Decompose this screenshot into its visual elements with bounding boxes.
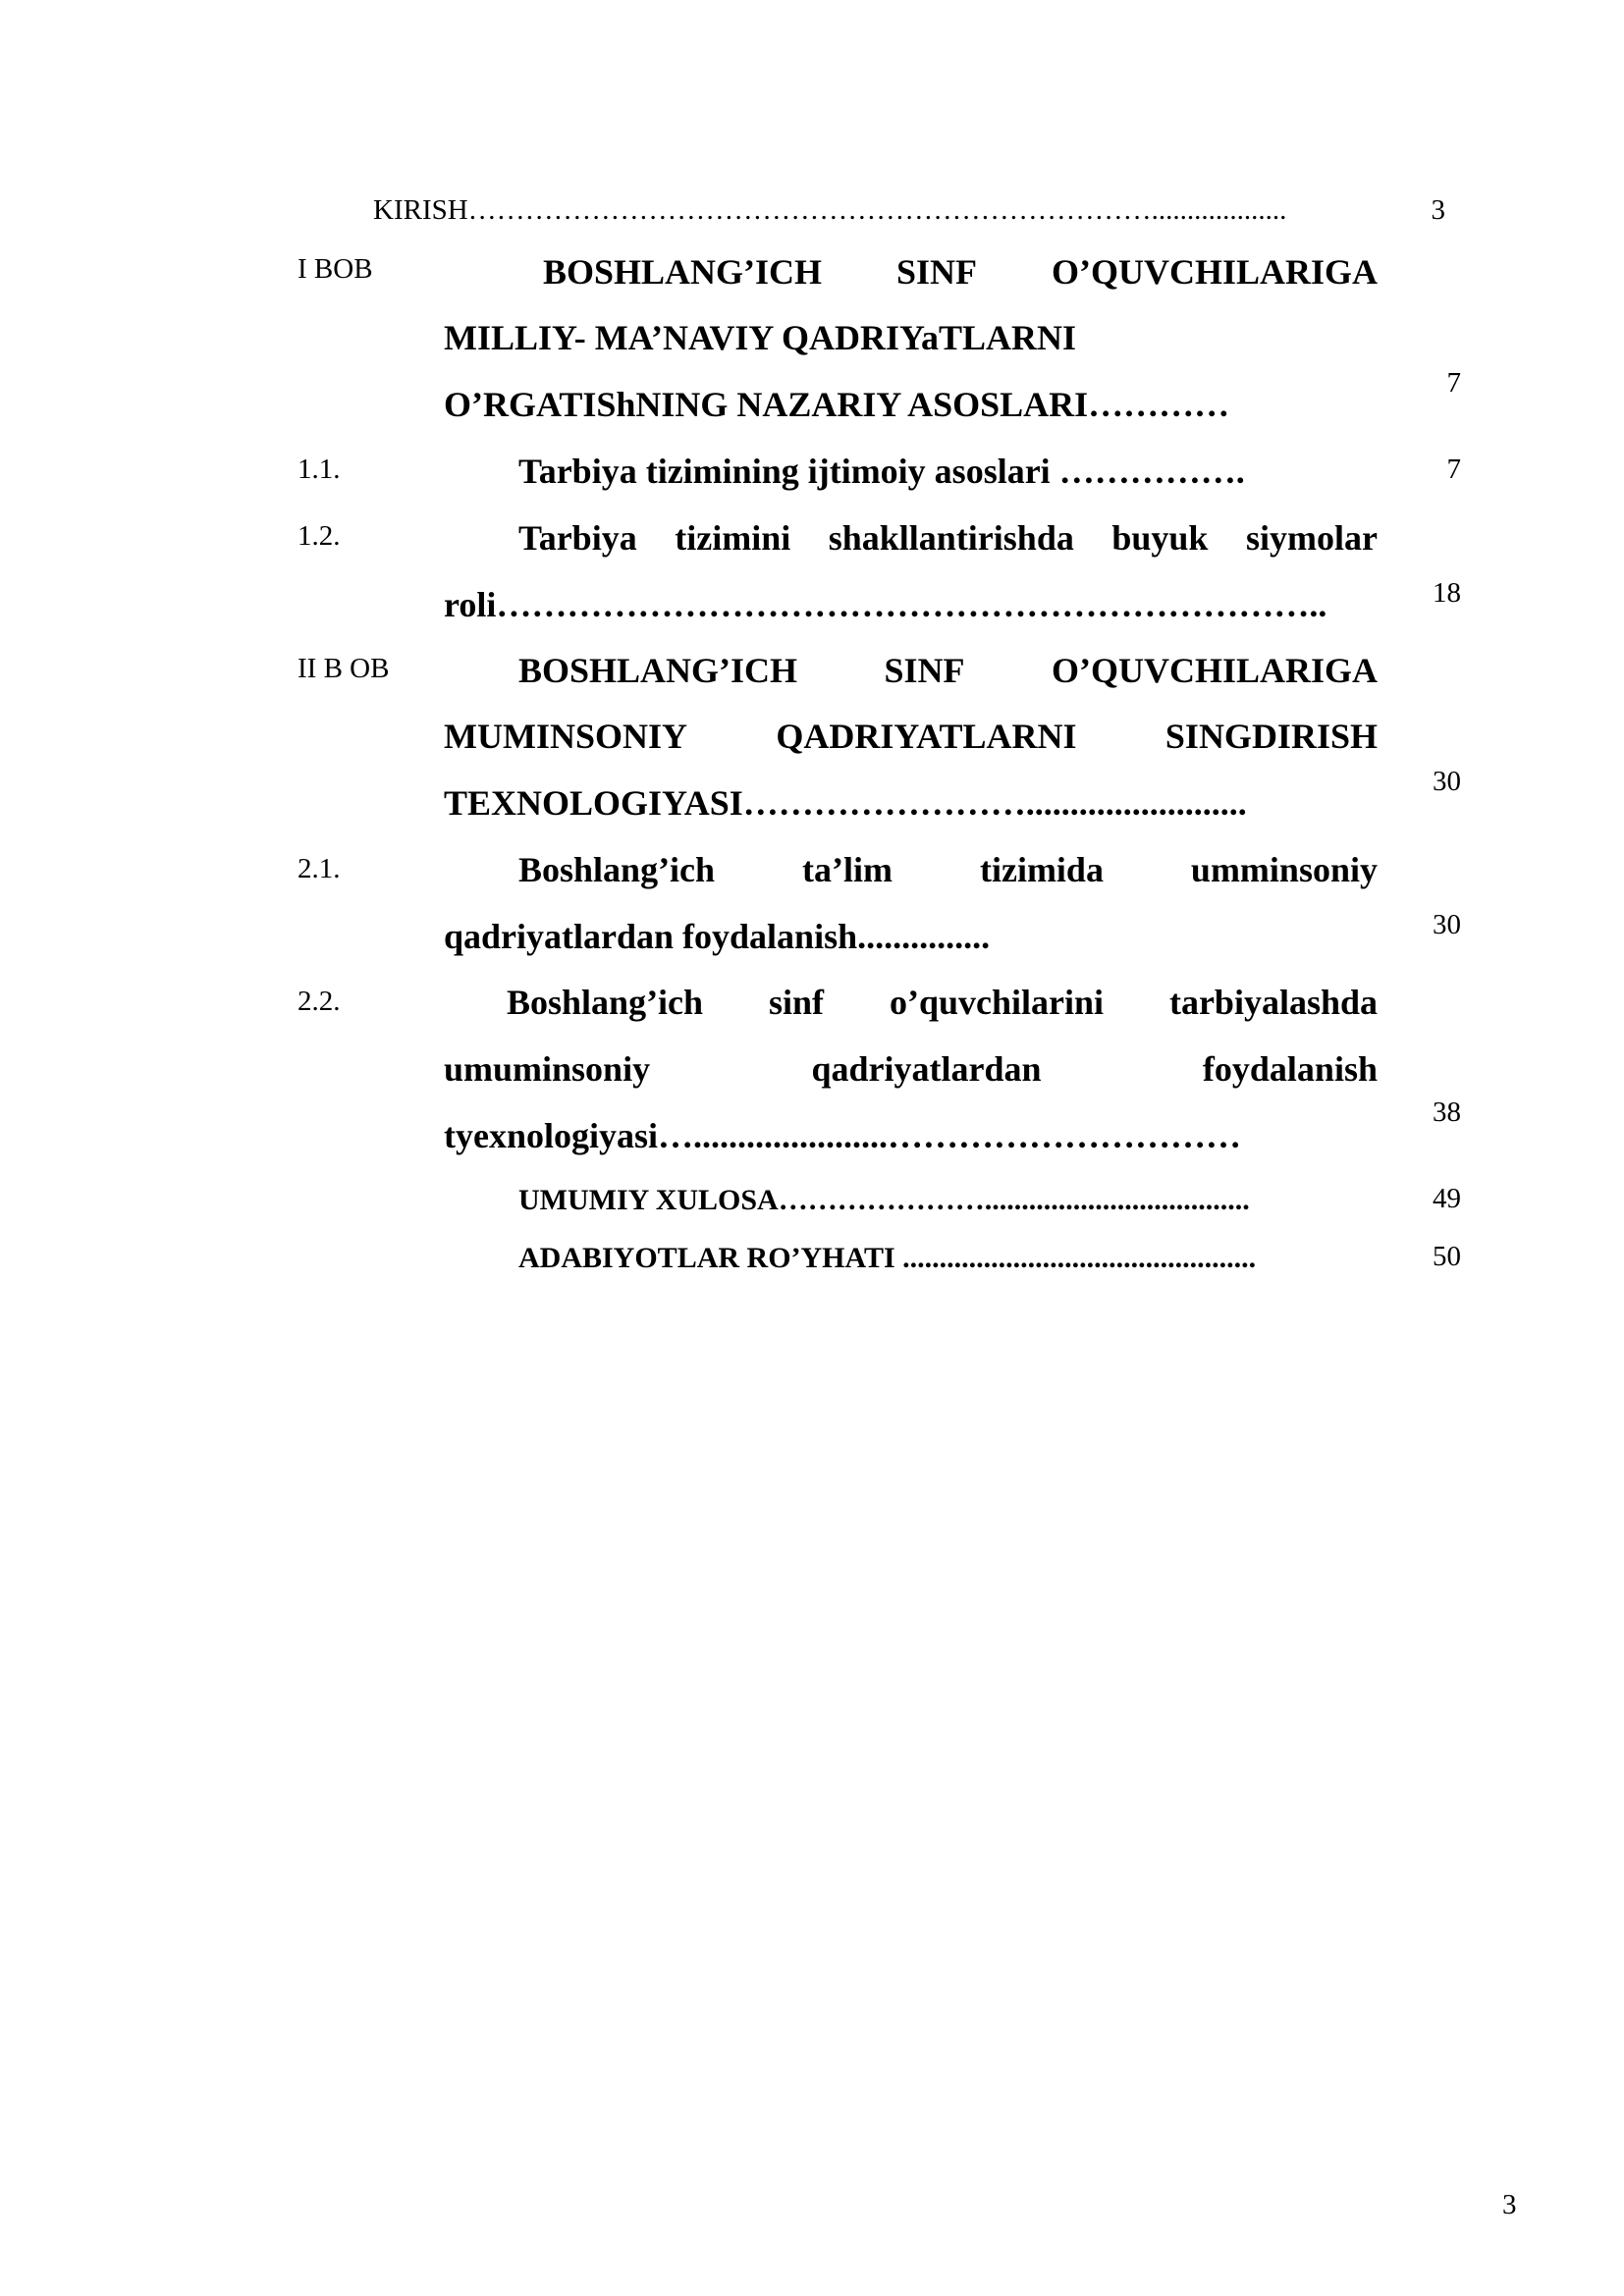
word: buyuk [1111, 518, 1209, 558]
toc-page-adabiyot: 50 [1433, 1241, 1461, 1272]
toc-chapter2-title-line1 [518, 650, 1378, 691]
toc-page-s12: 18 [1433, 577, 1461, 609]
toc-label-s12: 1.2. [298, 520, 341, 552]
word: O’QUVCHILARIGA [1051, 252, 1378, 292]
word: BOSHLANG’ICH [518, 651, 798, 690]
word: umminsoniy [1190, 850, 1378, 889]
toc-page-s22: 38 [1433, 1096, 1461, 1128]
word: O’QUVCHILARIGA [1051, 651, 1378, 690]
toc-entry-xulosa: UMUMIY XULOSA………………….................................... [518, 1184, 1250, 1216]
toc-label-s22: 2.2. [298, 986, 341, 1017]
toc-label-s21: 2.1. [298, 853, 341, 884]
toc-entry-s22-line3: tyexnologiyasi…......................………………………… [444, 1116, 1242, 1155]
word: umuminsoniy [444, 1049, 651, 1089]
toc-chapter1-title-line2: MILLIY- MA’NAVIY QADRIYaTLARNI [444, 318, 1077, 357]
toc-entry-s12-line1 [518, 517, 1378, 559]
word: ta’lim [802, 850, 893, 889]
toc-page-chapter1: 7 [1446, 367, 1461, 399]
word: foydalanish [1202, 1049, 1378, 1089]
toc-entry-s12-line2: roli…………………………………………………………….. [444, 585, 1327, 624]
word: tarbiyalashda [1168, 983, 1378, 1022]
word: SINF [884, 651, 965, 690]
toc-label-chapter2: II B OB [298, 653, 390, 684]
word: tizimini [675, 518, 791, 558]
word: Boshlang’ich [518, 850, 716, 889]
word: shakllantirishda [828, 518, 1074, 558]
word: Boshlang’ich [507, 983, 704, 1022]
word: BOSHLANG’ICH [543, 252, 823, 292]
toc-entry-kirish: KIRISH………………………………………………………………................... [373, 194, 1287, 226]
toc-page-s21: 30 [1433, 909, 1461, 940]
toc-entry-adabiyot: ADABIYOTLAR RO’YHATI ................................................ [518, 1242, 1257, 1274]
word: SINGDIRISH [1164, 717, 1378, 756]
toc-page-kirish: 3 [1431, 194, 1445, 226]
toc-entry-s11: Tarbiya tizimining ijtimoiy asoslari ……………. [518, 452, 1245, 491]
toc-label-chapter1: I BOB [298, 253, 373, 285]
toc-entry-s22-line2 [444, 1048, 1378, 1090]
toc-chapter1-title-line3: O’RGATIShNING NAZARIY ASOSLARI………… [444, 385, 1230, 424]
toc-entry-s22-line1 [507, 982, 1378, 1023]
page-number: 3 [1502, 2189, 1517, 2220]
toc-page-chapter2: 30 [1433, 766, 1461, 797]
word: sinf [769, 983, 825, 1022]
word: SINF [896, 252, 978, 292]
word: QADRIYATLARNI [776, 717, 1077, 756]
toc-label-s11: 1.1. [298, 454, 341, 485]
toc-chapter2-title-line3: TEXNOLOGIYASI……………………......................... [444, 783, 1247, 823]
word: tizimida [979, 850, 1104, 889]
word: siymolar [1245, 518, 1378, 558]
toc-chapter1-title-line1 [543, 251, 1378, 293]
toc-chapter2-title-line2 [444, 716, 1378, 757]
word: Tarbiya [518, 518, 637, 558]
word: qadriyatlardan [811, 1049, 1042, 1089]
word: MUMINSONIY [444, 717, 687, 756]
toc-page-xulosa: 49 [1433, 1183, 1461, 1214]
toc-entry-s21-line1 [518, 849, 1378, 890]
toc-entry-s21-line2: qadriyatlardan foydalanish............... [444, 917, 991, 956]
toc-page-s11: 7 [1446, 454, 1461, 485]
word: o’quvchilarini [889, 983, 1105, 1022]
